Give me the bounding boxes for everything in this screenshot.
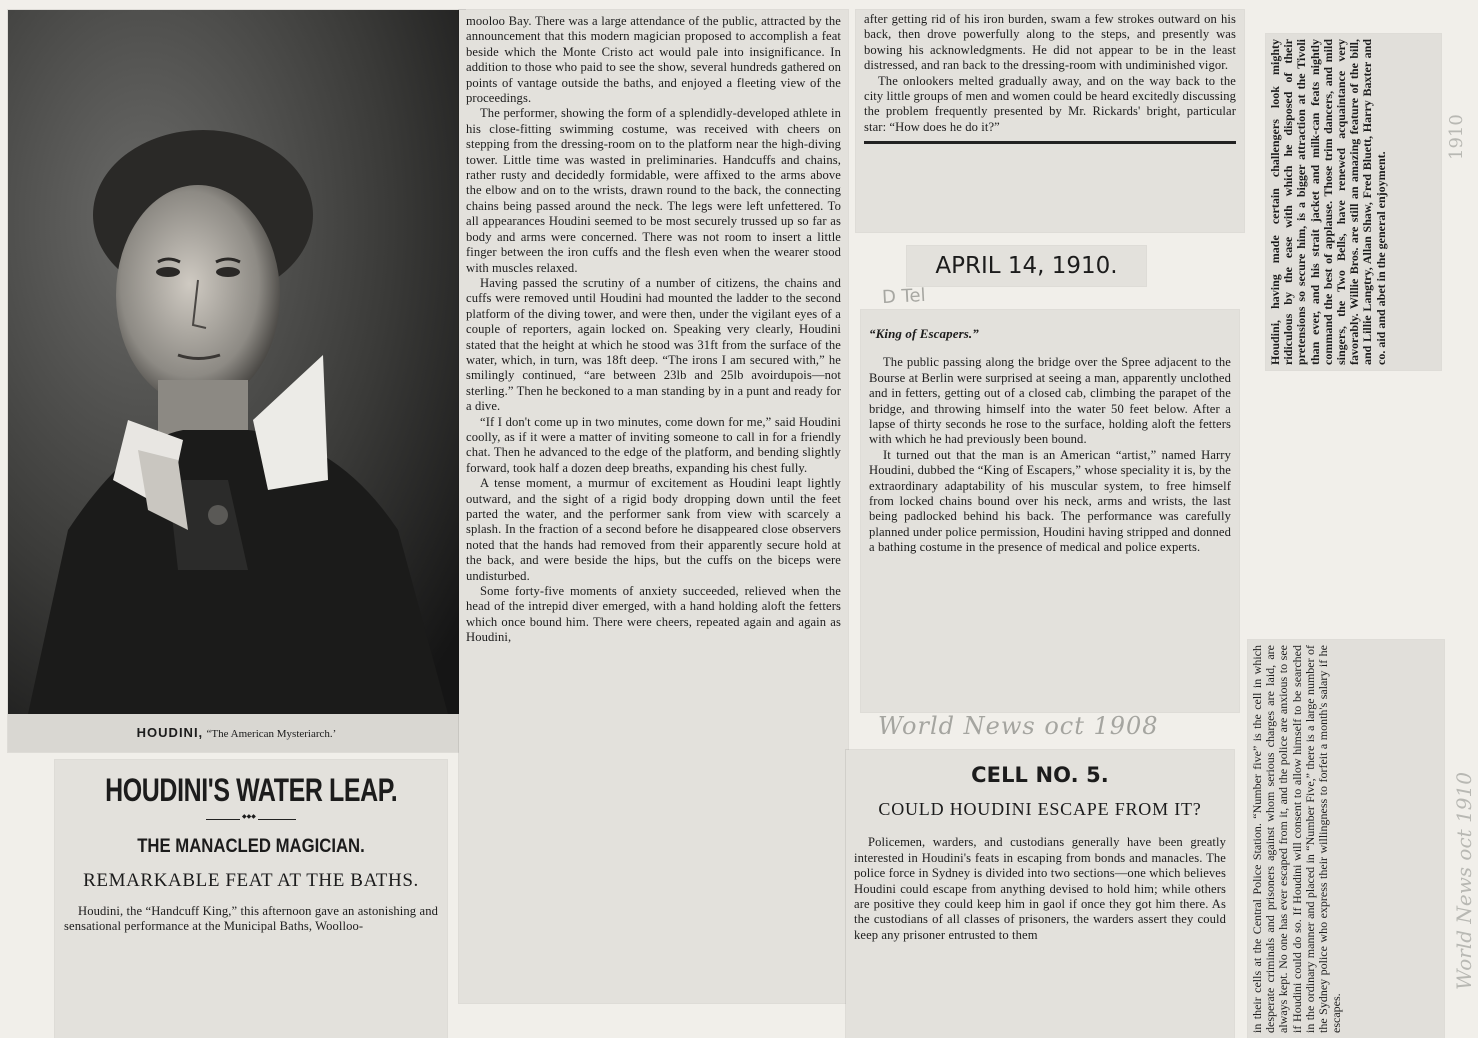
paragraph: The public passing along the bridge over the Spree adjacent to the Bourse at Berlin were surprised at seeing a man, apparently unclothed and in fetters, getting out of a closed cab, climbing the parapet of the bridge, and throwing himself into the water 50 feet below. After a lapse of thirty seconds he rose to the surface, holding aloft the fetters with which he had previously been bound. xyxy=(869,355,1231,447)
paragraph: Some forty-five moments of anxiety succeeded, relieved when the head of the intrepid diver emerged, with a hand holding aloft the fetters which once bound him. There were cheers, repeated again and again as Houdini, xyxy=(466,584,841,645)
article-column-2 xyxy=(459,10,848,1003)
paragraph: The onlookers melted gradually away, and on the way back to the city little groups of men and women could be heard excitedly discussing the problem frequently presented by Mr. Rickards' bright, particular star: “How does he do it?” xyxy=(864,73,1236,134)
headline-divider xyxy=(206,819,296,824)
rotated-text: in their cells at the Central Police Station. “Number five” is the cell in which desperate criminals and prisoners against whom serious charges are laid, are always kept. No one has ever escaped from it, and the police are anxious to see if Houdini could do so. If Houdini will consent to allow himself to be searched in the ordinary manner and placed in “Number Five,” there is a large number of the Sydney police who express their willingness to forfeit a month's salary if he escapes. xyxy=(1250,645,1344,1033)
caption-quote: “The American Mysteriarch.’ xyxy=(206,728,337,740)
headline-clipping xyxy=(55,760,447,1038)
houdini-portrait xyxy=(8,10,465,714)
paragraph: mooloo Bay. There was a large attendance of the public, attracted by the announcement that this modern magician proposed to accomplish a feat beside which the Monte Cristo act would pale into insignificance. In addition to those who paid to see the show, several hundreds gathered on points of vantage outside the baths, and enjoyed a fleeting view of the proceedings. xyxy=(466,14,841,106)
portrait-image xyxy=(8,10,465,714)
handwritten-side-note: World News oct 1910 xyxy=(1452,772,1476,990)
article-column-3-continuation xyxy=(856,10,1244,232)
cell-no-5-clipping xyxy=(846,750,1234,1038)
paragraph: Policemen, warders, and custodians generally have been greatly interested in Houdini's feats in escaping from bonds and manacles. The police force in Sydney is divided into two sections—one which believes Houdini could escape from anything devised to hold him; while others are positive they could keep him in gaol if once they got him there. As the custodians of all classes of prisoners, the warders assert they could keep any prisoner entrusted to them xyxy=(854,835,1226,942)
lead-paragraph: Houdini, the “Handcuff King,” this afternoon gave an astonishing and sensational performance at the Municipal Baths, Woolloo- xyxy=(64,904,438,934)
rotated-police-clipping xyxy=(1248,640,1444,1038)
headline-title: HOUDINI'S WATER LEAP. xyxy=(105,772,398,808)
article-subtitle: COULD HOUDINI ESCAPE FROM IT? xyxy=(878,799,1202,820)
date-clipping: APRIL 14, 1910. xyxy=(907,246,1146,286)
article-title: CELL NO. 5. xyxy=(971,763,1109,787)
paragraph: Having passed the scrutiny of a number of citizens, the chains and cuffs were removed until Houdini had mounted the ladder to the second platform of the diving tower, and were then, under the vigilant eyes of a couple of reporters, again locked on. Speaking very clearly, Houdini stated that the height at which he stood was 31ft from the surface of the water, which, in turn, was 18ft deep. “The irons I am secured with,” he smilingly continued, “are between 23lb and 25lb avoirdupois—not sterling.” Then he beckoned to a man standing by in a punt and ready for a dive. xyxy=(466,275,841,414)
handwritten-world-news-note: World News oct 1908 xyxy=(878,712,1159,740)
handwritten-source-note: D Tel xyxy=(881,284,927,309)
caption-name: HOUDINI, xyxy=(136,725,204,740)
photo-caption xyxy=(8,714,465,752)
paragraph: A tense moment, a murmur of excitement as Houdini leapt lightly outward, and the sight of a rigid body dropping down until the feet parted the water, and the performer sank from view with scarcely a splash. In the fraction of a second before he disappeared close observers noted that the hands had removed from their apparently secure hold at the back, and were beside the hips, but the cuffs on the biceps were undisturbed. xyxy=(466,476,841,583)
article-title: “King of Escapers.” xyxy=(869,326,979,341)
handwritten-year-note: 1910 xyxy=(1446,114,1467,160)
king-of-escapers-clipping xyxy=(861,310,1239,712)
column-end-rule xyxy=(864,141,1236,144)
headline-lead xyxy=(64,904,438,935)
paragraph: The performer, showing the form of a splendidly-developed athlete in his close-fitting swimming costume, was received with cheers on stepping from the dressing-room on to the platform near the high-diving tower. Little time was wasted in preliminaries. Handcuffs and chains, rather rusty and decidedly formidable, were affixed to the arms above the elbow and on to the wrists, drawn round to the back, the connecting chains being passed around the neck. The legs were left unfettered. To all appearances Houdini seemed to be most securely trussed up so far as body and arms were concerned. There was not room to insert a little finger between the iron cuffs and the flesh even when the wearer stood with muscles relaxed. xyxy=(466,106,841,275)
paragraph: It turned out that the man is an American “artist,” named Harry Houdini, dubbed the “King of Escapers,” whose speciality it is, by the extraordinary adaptability of his muscular system, to free himself from locked chains bound over his neck, arms and wrists, the last being padlocked behind his back. The performance was carefully planned under police permission, Houdini having stripped and donned a bathing costume in the presence of medical and police experts. xyxy=(869,447,1231,555)
paragraph: after getting rid of his iron burden, swam a few strokes outward on his back, then drove powerfully along to the steps, and presently was bowing his acknowledgments. He did not appear to be in the least distressed, and ran back to the dressing-room with undiminished vigor. xyxy=(864,12,1236,73)
rotated-text: Houdini, having made certain challengers look mighty ridiculous by the ease with which he disposed of their pretensions so secure him, is a bigger attraction at the Tivoli than ever, and his strait jacket and milk-can feats nightly command the best of applause. Those trim dancers, and mild singers, the Two Bells, have renewed acquaintance very favorably. Willie Bros. are still an amazing feature of the bill, and Lillie Langtry, Allan Shaw, Fred Bluett, Harry Baxter and co. aid and abet in the general enjoyment. xyxy=(1268,39,1388,365)
headline-subtitle: THE MANACLED MAGICIAN. xyxy=(137,836,365,857)
headline-subhead: REMARKABLE FEAT AT THE BATHS. xyxy=(83,870,419,891)
paragraph: “If I don't come up in two minutes, come down for me,” said Houdini coolly, as if it were a matter of inviting someone to call in for a friendly chat. Then he advanced to the edge of the platform, and bending slightly forward, took half a dozen deep breaths, expanding his chest fully. xyxy=(466,414,841,475)
houdini-photo-clipping xyxy=(8,10,465,752)
rotated-tivoli-clipping xyxy=(1266,34,1441,370)
